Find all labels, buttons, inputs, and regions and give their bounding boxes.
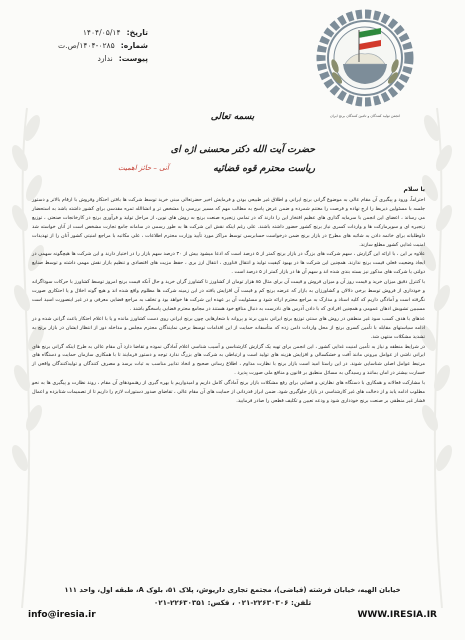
footer-address: خیابان الهیه، خیابان فرشته (فیاضی)، مجتمع تجاری داریوش، پلاک ۵۱، بلوک A، طبقه اول، واحد ۱۱۱ bbox=[64, 586, 401, 594]
attachment-label: پیوست: bbox=[118, 54, 148, 63]
body-paragraph: با کنترل دقیق میزان خرید و قیمت روز آن و میزان فروش و قیمت آن برای مثال ۸۵ هزار تومان از کشاورز تا کشاورز گران خرید و حال آنکه قیمت برنج امروز توسط کشاورز با حرکات سوداگرانه و خودداری از فروش توسط برخی دلالان و کشاورزان به بازار که عرضه برنج کم و قیمت آن افزایش یافته در این زمینه شرکت ها مظلوم واقع شده اند و هیچ گونه اخلال و یا احتکاری صورت نگرفته است و آمادگی داریم که کلیه اسناد و مدارک به مراجع محترم ارائه شود و مسئولیت آن بر عهده این شرکت ها خواهد بود و تخلف به مراجع قضایی معرفی و در غیر اینصورت اسید است مسببین تشویش اذهان عمومی و همچنین افرادی که با دادن آدرس های نادرست به دنبال منافع خود هستند در مجامع محترم قضایی پاسخگو باشند . bbox=[32, 279, 426, 312]
body-paragraph: احتراماً، ورود و پیگیری آن مقام عالی به موضوع گرانی برنج ایرانی و اطلاق غیر طبیعی بودن و فرمایش اخیر حضرتعالی مبنی خرید توسط شرکت ها بافتن احتکار وفروش با ارقام بالاتر و دستور جلسه با مسئولین ذیربط را ارج نهاده و فرصت را مغتنم شمرده و ضمن عرض پاسخ به مطالب مهم که مسیر بررسی را مشخص تر و انشاالله ثمره مقدسی برای کشور داشته باشد به استحضار می رساند ، اعضای این انجمن با سرمایه گذاری های عظیم افتخار این را دارند که در تمامی زنجیره صنعت برنج به روش های نوین، از مراحل تولید و فرآوری برنج در کارخانجات صنعتی ، توزیع زنجیره ای و سوپرمارکت ها و واردات کسری نیاز برنج کشور حضور داشته باشند. علی رغم اینکه نقش این شرکت ها به طور رسمی در سامانه جامع تجارت مشخص است از آنان خواسته شد داوطلبانه برای خاتمه دادن به شائبه های مطرح در بازار برنج ضمن درخواست حسابرسی توسط مراکز مورد تأیید وزارت محترم اطلاعات ، علی مکاتبه با مراجع امنیتی کشور آنان را از تهدیدات امنیت غذایی کشور مطلع سازند. bbox=[32, 197, 425, 248]
body-paragraph: علاوه بر این ، با ارائه این گزارش ، سهم شرکت های بزرگ در بازار برنج کمتر از ۵ درصد است که ادعا میشود بیش از ۳۰ درصد سهم بازار را در اختیار دارند و این شرکت ها هیچگونه سهمی در ایجاد وضعیت فعلی قیمت برنج ندارند. همچنین این شرکت ها در بهبود کیفیت تولید و انتقال فناوری ، انتقال ارز بری ، حفظ مزیت های اقتصادی و تنظیم بازار نقش مهمی داشته و توسط صنایع دولتی یا شرکت های مذکور نیز بسته بندی شده اند و سهم آن ها در بازار کمتر از ۵ درصد است . bbox=[32, 251, 425, 276]
addressee-name: حضرت آیت الله دکتر محسنی اژه ای bbox=[170, 144, 315, 155]
body-paragraph: عدهای با هدف کسب سود غیر منطقی در روش های سنتی توزیع برنج ایرانی بدون برند و پروانه با شعارهایی چون برنج ایرانی روی دست کشاورز مانده و یا با اعلام احتکار باعث گرانی شده و در ادامه سیاستهای مقابله با تأمین کسری برنج از محل واردات دامن زده که متأسفانه حمایت از این اقدامات توسط برخی نمایندگان محترم مجلس و مداخله دور از انتظار ایشان در بازار برنج به تشدید مشکلات منتهی شد. bbox=[32, 315, 425, 340]
date-row bbox=[28, 26, 148, 39]
logo-caption: انجمن تولید کنندگان و تامین کنندگان برنج ایران bbox=[330, 114, 400, 118]
basmala-heading: بسمه تعالی bbox=[210, 112, 255, 122]
body-paragraph: با مشارکت فعالانه و همکاری با دستگاه های نظارتی و قضایی برای رفع مشکلات بازار برنج آمادگی کامل داریم و امیدواریم با بهره گیری از رهنمودهای آن مقام ، روند نظارت و پیگیری ها به نحو مطلوب ادامه یابد و از دخالت های غیر کارشناسی در بازار جلوگیری شود. ضمن ابراز قدردانی از حمایت های آن مقام عالی ، تقاضای صدور دستورات لازم را داریم تا از تصمیمات شتابزده و اعمال فشار غیر منطقی بر صنعت برنج خودداری شود و ودعه تعیین و تکلیف قطعی را صادر فرمایید. bbox=[32, 380, 425, 404]
urgency-stamp: آنی – حائز اهمیت bbox=[118, 164, 169, 172]
footer-email[interactable]: info@iresia.ir bbox=[28, 610, 96, 620]
letterhead-footer bbox=[20, 586, 445, 620]
date-label: تاریخ: bbox=[126, 28, 148, 37]
greeting: با سلام bbox=[403, 186, 425, 193]
number-label: شماره: bbox=[120, 41, 148, 50]
letter-body bbox=[32, 196, 425, 407]
addressee-block bbox=[171, 140, 315, 178]
body-paragraph: در شرایط منطقه و نیاز به تأمین امنیت غذایی کشور ، این انجمن برای تهیه یک گزارش کارشناسی و آسیب شناسی اعلام آمادگی نموده و تقاضا دارد آن مقام عالی به طرح اینکه گرانی برنج های ایرانی ناشی از عوامل بیرونی مانند آفت و خشکسالی و افزایش هزینه های تولید است و ارتباطی به شرکت های بزرگ ندارد توجه و دستور فرمایند تا با همکاری سازمان حمایت و دستگاه های مرتبط عوامل اصلی شناسایی شوند. در این راستا امید است بازار برنج با نظارت مداوم ، اطلاع رسانی صحیح و اتخاذ تدابیر مناسب به ثبات برسد و مصرف کنندگان و تولیدکنندگان واقعی از خسارت بیشتر در امان بمانند و رسیدگی به مسائل منطبق بر قانون و منافع ملی صورت پذیرد . bbox=[32, 343, 425, 377]
addressee-title: ریاست محترم قوه قضائیه bbox=[213, 163, 315, 174]
association-logo bbox=[313, 6, 417, 116]
footer-website[interactable]: WWW.IRESIA.IR bbox=[357, 610, 437, 620]
date-value: ۱۴۰۴/۰۵/۱۴ bbox=[82, 28, 121, 37]
letter-meta bbox=[28, 26, 148, 65]
footer-web-row bbox=[20, 610, 445, 620]
number-row bbox=[28, 39, 148, 52]
attachment-value: ندارد bbox=[97, 54, 113, 63]
footer-contact: تلفن: ۲۲۶۳۰۳۰۶-۰۲۱ ، فکس: ۲۲۶۳۰۳۵۱-۰۲۱ bbox=[153, 598, 312, 607]
attachment-row bbox=[28, 52, 148, 65]
number-value: ۱۴۰۴-۰۲۸۵/ص.ت bbox=[58, 41, 115, 50]
